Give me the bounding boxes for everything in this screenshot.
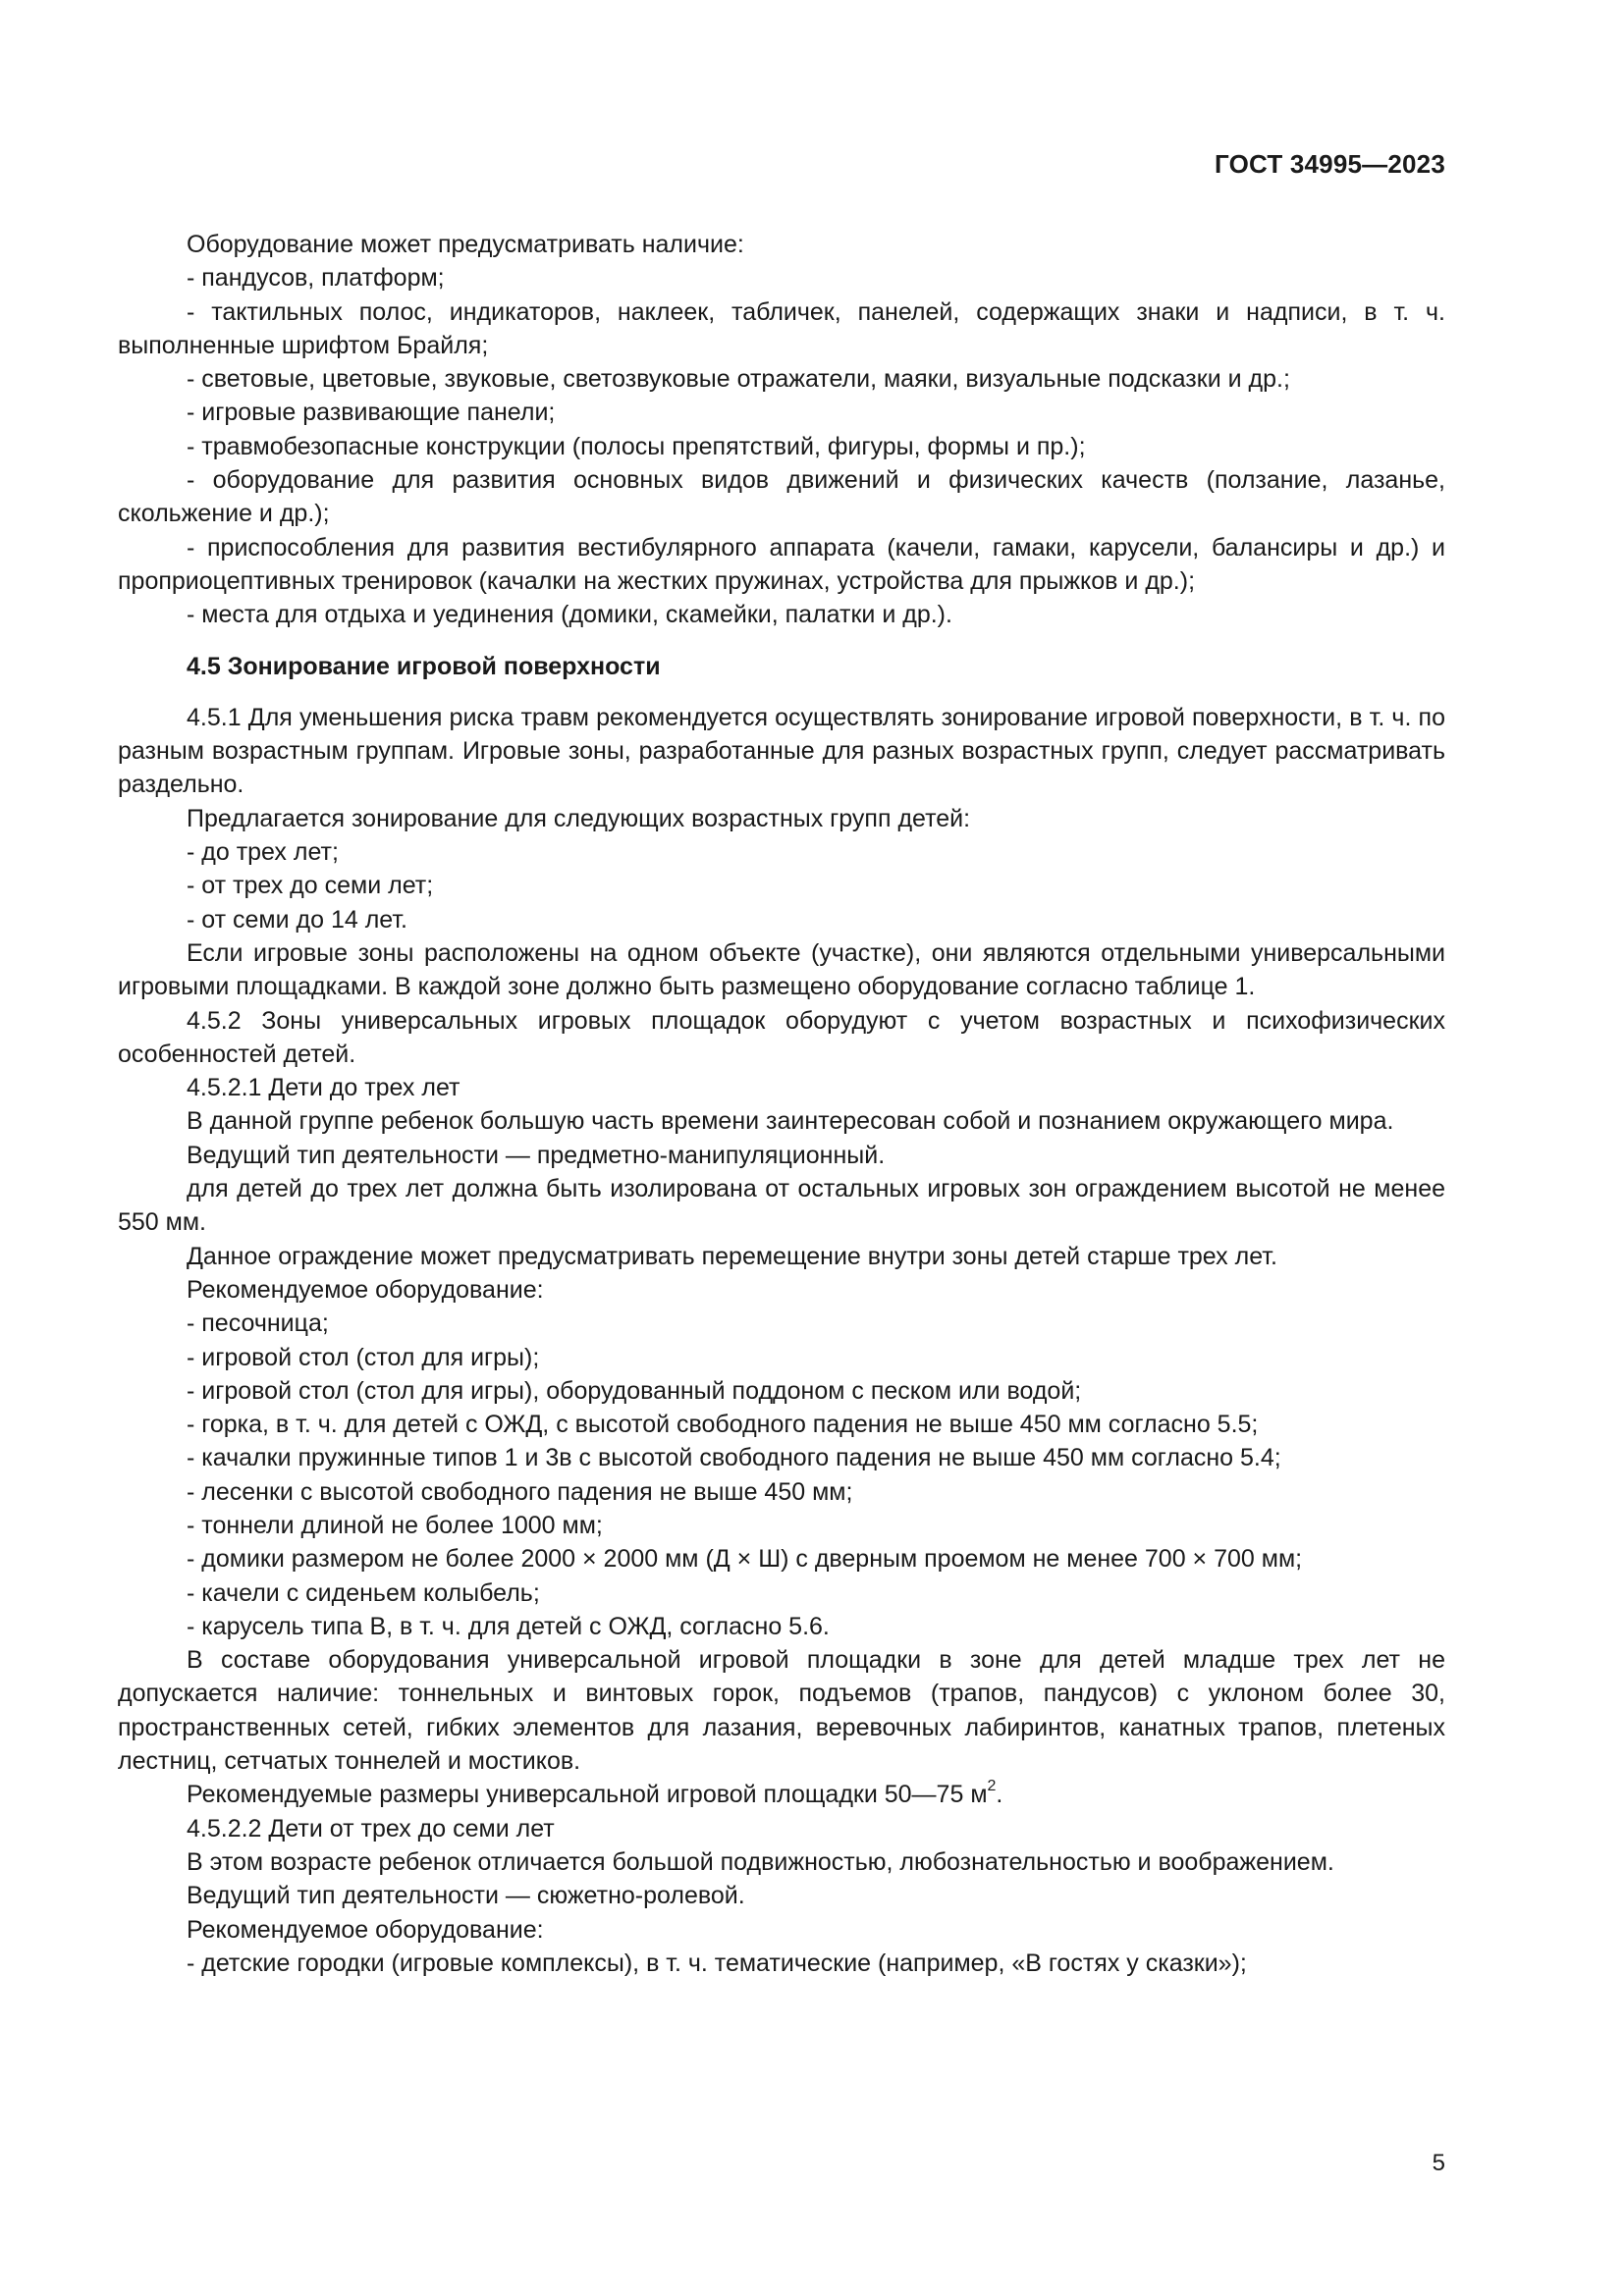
paragraph: Предлагается зонирование для следующих возрастных групп детей: — [187, 804, 971, 832]
paragraph: Ведущий тип деятельности — предметно-манипуляционный. — [187, 1141, 886, 1169]
subsection-title: 4.5.2.1 Дети до трех лет — [187, 1074, 460, 1102]
list-item: - песочница; — [187, 1309, 329, 1338]
paragraph — [118, 1778, 1445, 1811]
list-item: - тоннели длиной не более 1000 мм; — [187, 1511, 603, 1539]
paragraph: Рекомендуемое оборудование: — [187, 1915, 544, 1944]
page-content — [118, 228, 1445, 1980]
page-header: ГОСТ 34995—2023 — [1215, 149, 1445, 179]
list-item: - лесенки с высотой свободного падения не выше 450 мм; — [187, 1477, 853, 1506]
list-item: - от трех до семи лет; — [187, 872, 434, 900]
paragraph: Если игровые зоны расположены на одном объекте (участке), они являются отдельными универсальными игровыми площадками. В каждой зоне должно быть размещено оборудование согласно таблице 1. — [118, 938, 1445, 1001]
list-item: - домики размером не более 2000 × 2000 мм (Д × Ш) с дверным проемом не менее 700 × 700 мм; — [187, 1545, 1303, 1574]
paragraph: 4.5.2 Зоны универсальных игровых площадок оборудуют с учетом возрастных и психофизических особенностей детей. — [118, 1006, 1445, 1068]
list-item: - от семи до 14 лет. — [187, 905, 407, 934]
list-item: - приспособления для развития вестибулярного аппарата (качели, гамаки, карусели, балансиры и др.) и проприоцептивных тренировок (качалки на жестких пружинах, устройства для прыжков и др.); — [118, 533, 1445, 595]
page-number: 5 — [1432, 2150, 1445, 2176]
paragraph: Ведущий тип деятельности — сюжетно-ролевой. — [187, 1882, 745, 1910]
paragraph: В составе оборудования универсальной игровой площадки в зоне для детей младше трех лет не допускается наличие: тоннельных и винтовых горок, подъемов (трапов, пандусов) с уклоном более 30, пространственных сетей, гибких элементов для лазания, веревочных лабиринтов, канатных трапов, плетеных лестниц, сетчатых тоннелей и мостиков. — [118, 1646, 1445, 1776]
paragraph: 4.5.1 Для уменьшения риска травм рекомендуется осуществлять зонирование игровой поверхности, в т. ч. по разным возрастным группам. Игровые зоны, разработанные для разных возрастных групп, следует рассматривать раздельно. — [118, 703, 1445, 799]
list-item: - игровые развивающие панели; — [187, 399, 556, 427]
list-item: - до трех лет; — [187, 838, 339, 867]
section-heading: 4.5 Зонирование игровой поверхности — [187, 652, 661, 680]
paragraph: Оборудование может предусматривать наличие: — [187, 231, 744, 258]
paragraph: В этом возрасте ребенок отличается большой подвижностью, любознательностью и воображением. — [187, 1847, 1334, 1876]
list-item: - тактильных полос, индикаторов, наклеек, табличек, панелей, содержащих знаки и надписи, в т. ч. выполненные шрифтом Брайля; — [118, 297, 1445, 359]
paragraph: В данной группе ребенок большую часть времени заинтересован собой и познанием окружающего мира. — [187, 1107, 1394, 1136]
list-item: - световые, цветовые, звуковые, светозвуковые отражатели, маяки, визуальные подсказки и др.; — [187, 365, 1290, 394]
list-item: - травмобезопасные конструкции (полосы препятствий, фигуры, формы и пр.); — [187, 432, 1086, 460]
list-item: - качалки пружинные типов 1 и 3в с высотой свободного падения не выше 450 мм согласно 5.4; — [187, 1444, 1281, 1472]
paragraph: Данное ограждение может предусматривать перемещение внутри зоны детей старше трех лет. — [187, 1242, 1277, 1270]
size-text: Рекомендуемые размеры универсальной игровой площадки 50—75 м — [187, 1781, 988, 1809]
list-item: - детские городки (игровые комплексы), в т. ч. тематические (например, «В гостях у сказки»); — [187, 1949, 1247, 1977]
list-item: - игровой стол (стол для игры); — [187, 1343, 540, 1371]
list-item: - качели с сиденьем колыбель; — [187, 1578, 540, 1607]
paragraph: Рекомендуемое оборудование: — [187, 1275, 544, 1304]
list-item: - пандусов, платформ; — [187, 264, 445, 293]
list-item: - горка, в т. ч. для детей с ОЖД, с высотой свободного падения не выше 450 мм согласно 5.5; — [187, 1411, 1259, 1439]
subsection-title: 4.5.2.2 Дети от трех до семи лет — [187, 1814, 555, 1842]
list-item: - карусель типа В, в т. ч. для детей с ОЖД, согласно 5.6. — [187, 1612, 830, 1640]
paragraph: для детей до трех лет должна быть изолирована от остальных игровых зон ограждением высотой не менее 550 мм. — [118, 1175, 1445, 1237]
list-item: - оборудование для развития основных видов движений и физических качеств (ползание, лазанье, скольжение и др.); — [118, 466, 1445, 528]
list-item: - игровой стол (стол для игры), оборудованный поддоном с песком или водой; — [187, 1376, 1082, 1405]
list-item: - места для отдыха и уединения (домики, скамейки, палатки и др.). — [187, 601, 952, 629]
size-end: . — [996, 1781, 1003, 1809]
size-superscript: 2 — [987, 1778, 997, 1795]
